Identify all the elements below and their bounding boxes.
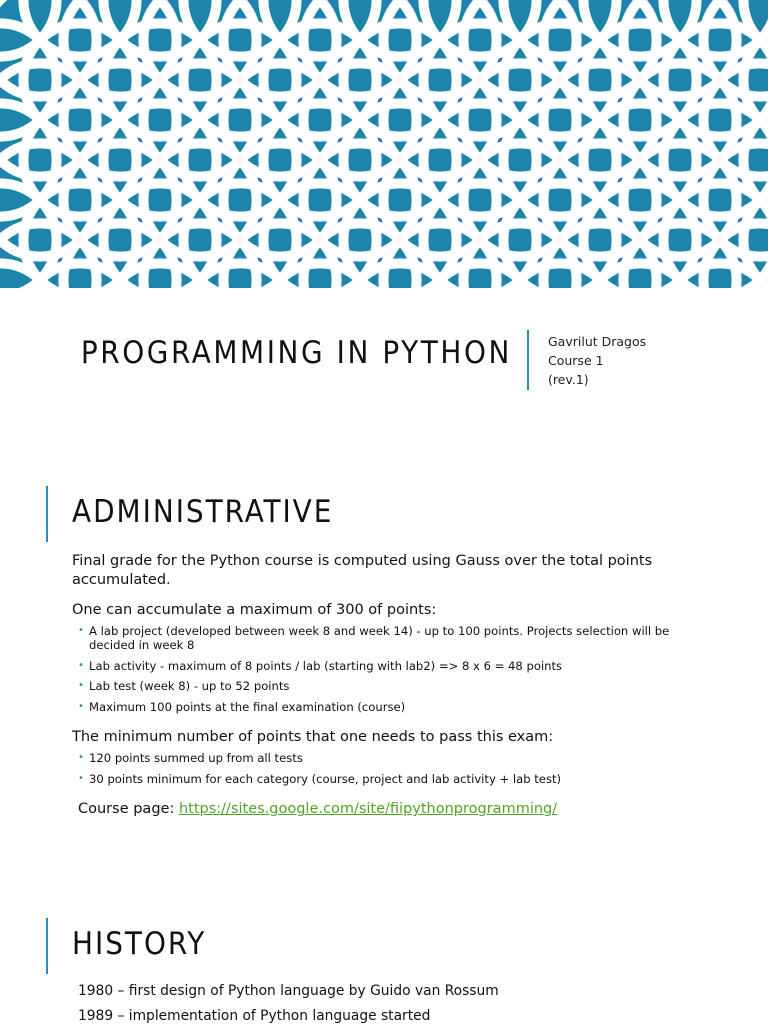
list-item: • Lab activity - maximum of 8 points / lab (starting with lab2) => 8 x 6 = 48 points bbox=[78, 658, 563, 673]
title-divider bbox=[527, 330, 529, 390]
administrative-accent-rule bbox=[46, 486, 48, 542]
grading-intro: Final grade for the Python course is computed using Gauss over the total points accumulated. bbox=[72, 553, 653, 588]
max-points-text: One can accumulate a maximum of 300 of points: bbox=[72, 602, 437, 618]
bullet-icon: • bbox=[78, 752, 84, 763]
administrative-heading: ADMINISTRATIVE bbox=[72, 494, 334, 530]
list-item: • A lab project (developed between week 8 and week 14) - up to 100 points. Projects selection will be decided in week 8 bbox=[78, 624, 670, 652]
list-item: • 120 points summed up from all tests bbox=[78, 751, 303, 765]
bullet-icon: • bbox=[78, 772, 84, 784]
max-points-list bbox=[78, 624, 688, 720]
min-points-text: The minimum number of points that one needs to pass this exam: bbox=[72, 729, 554, 745]
bullet-icon: • bbox=[78, 700, 84, 712]
bullet-icon: • bbox=[78, 659, 84, 671]
min-points-list bbox=[78, 751, 688, 792]
author-name: Gavrilut Dragos bbox=[548, 334, 647, 349]
title-slide bbox=[0, 330, 768, 390]
history-heading: HISTORY bbox=[72, 926, 207, 962]
presentation-title: PROGRAMMING IN PYTHON bbox=[80, 335, 512, 371]
course-page-link[interactable]: https://sites.google.com/site/fiipythonprogramming/ bbox=[178, 801, 558, 817]
course-page-line bbox=[78, 800, 698, 819]
course-number: Course 1 bbox=[548, 353, 604, 368]
title-subinfo bbox=[548, 332, 646, 389]
list-item: • Lab test (week 8) - up to 52 points bbox=[78, 679, 290, 693]
bullet-icon: • bbox=[78, 625, 84, 636]
history-accent-rule bbox=[46, 918, 48, 974]
decorative-banner bbox=[0, 0, 768, 288]
list-item: • 30 points minimum for each category (course, project and lab activity + lab test) bbox=[78, 771, 562, 786]
bullet-icon: • bbox=[78, 680, 84, 691]
history-item: 1989 – implementation of Python language started bbox=[78, 1008, 431, 1024]
course-page-label: Course page: bbox=[78, 801, 179, 817]
revision-label: (rev.1) bbox=[548, 372, 589, 387]
list-item: • Maximum 100 points at the final examination (course) bbox=[78, 699, 406, 714]
history-item: 1980 – first design of Python language by Guido van Rossum bbox=[78, 983, 499, 999]
